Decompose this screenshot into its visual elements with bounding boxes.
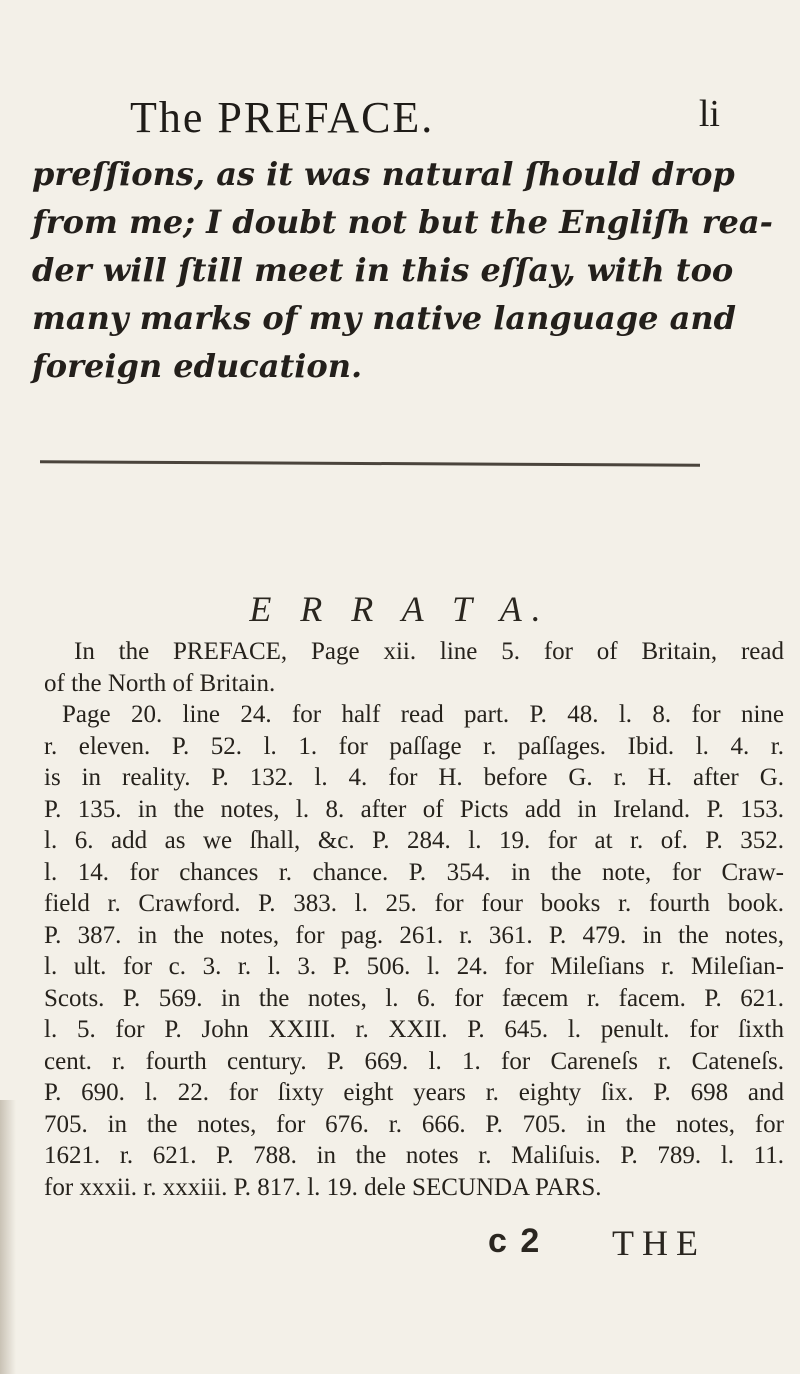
errata-line: of the North of Britain.: [44, 669, 276, 697]
preface-paragraph: [32, 150, 772, 390]
errata-line: P. 387. in the notes, for pag. 261. r. 361. P. 479. in the notes,: [44, 921, 784, 949]
catchword: THE: [612, 1223, 706, 1263]
section-divider-rule: [40, 460, 700, 466]
errata-line: l. ult. for c. 3. r. l. 3. P. 506. l. 24. for Mileſians r. Mileſian-: [44, 953, 784, 980]
errata-line: l. 14. for chances r. chance. P. 354. in the note, for Craw-: [44, 858, 784, 886]
preface-line: preſſions, as it was natural ſhould drop: [32, 155, 735, 193]
signature-mark: c 2: [488, 1222, 542, 1260]
page-number: li: [698, 93, 720, 135]
errata-line: cent. r. fourth century. P. 669. l. 1. for Careneſs r. Cateneſs.: [44, 1047, 784, 1075]
errata-line: is in reality. P. 132. l. 4. for H. before G. r. H. after G.: [44, 764, 784, 791]
errata-line: l. 5. for P. John XXIII. r. XXII. P. 645. l. penult. for ſixth: [44, 1016, 784, 1043]
preface-line: from me; I doubt not but the Engliſh rea-: [32, 203, 773, 241]
errata-line: Page 20. line 24. for half read part. P. 48. l. 8. for nine: [62, 701, 784, 728]
page-footer: [0, 1222, 800, 1282]
preface-line: der will ſtill meet in this eſſay, with too: [32, 251, 734, 289]
running-head: [130, 92, 720, 152]
errata-line: Scots. P. 569. in the notes, l. 6. for fæcem r. facem. P. 621.: [44, 984, 784, 1012]
errata-heading: E R R A T A.: [249, 589, 551, 629]
errata-line: P. 135. in the notes, l. 8. after of Picts add in Ireland. P. 153.: [44, 795, 784, 823]
errata-line: l. 6. add as we ſhall, &c. P. 284. l. 19. for at r. of. P. 352.: [44, 827, 784, 854]
preface-line: many marks of my native language and: [32, 299, 737, 337]
errata-line: P. 690. l. 22. for ſixty eight years r. eighty ſix. P. 698 and: [44, 1079, 784, 1106]
running-head-title: The PREFACE.: [130, 93, 435, 142]
errata-list: [44, 636, 784, 1203]
errata-line: In the PREFACE, Page xii. line 5. for of Britain, read: [74, 638, 784, 665]
errata-line: field r. Crawford. P. 383. l. 25. for four books r. fourth book.: [44, 890, 784, 917]
errata-line: for xxxii. r. xxxiii. P. 817. l. 19. dele SECUNDA PARS.: [44, 1173, 602, 1201]
errata-line: 705. in the notes, for 676. r. 666. P. 705. in the notes, for: [44, 1110, 784, 1138]
errata-line: 1621. r. 621. P. 788. in the notes r. Maliſuis. P. 789. l. 11.: [44, 1142, 784, 1169]
preface-line: foreign education.: [32, 347, 363, 385]
errata-line: r. eleven. P. 52. l. 1. for paſſage r. paſſages. Ibid. l. 4. r.: [44, 732, 784, 760]
